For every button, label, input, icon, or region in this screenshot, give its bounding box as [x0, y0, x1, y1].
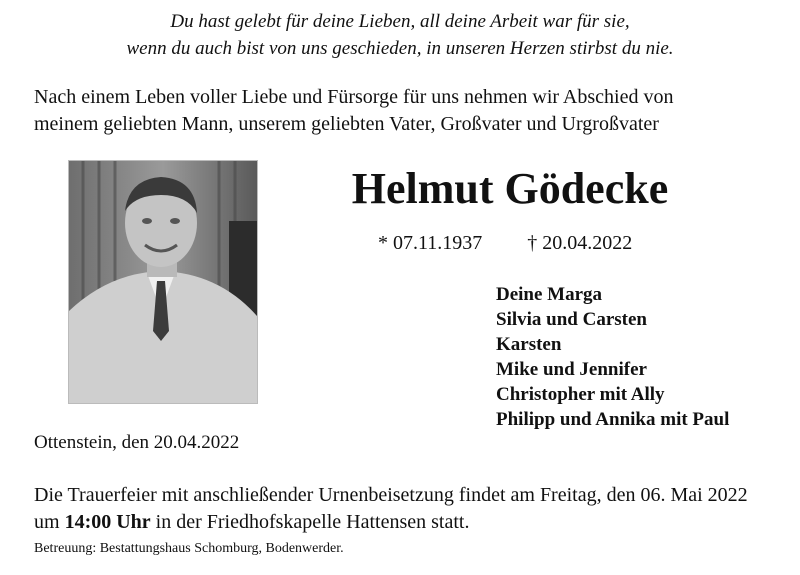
portrait-photo-image — [69, 161, 257, 403]
place-and-date: Ottenstein, den 20.04.2022 — [34, 432, 240, 453]
intro-line: Nach einem Leben voller Liebe und Fürsorge für uns nehmen wir Abschied von — [34, 86, 674, 108]
mourner-entry: Karsten — [496, 334, 562, 355]
ceremony-location: in der Friedhofskapelle Hattensen statt. — [150, 511, 470, 533]
life-dates — [378, 230, 632, 256]
deceased-name: Helmut Gödecke — [351, 164, 669, 213]
ceremony-time: 14:00 Uhr — [64, 511, 151, 533]
birth-date: * 07.11.1937 — [378, 232, 483, 254]
mourner-entry: Mike und Jennifer — [496, 359, 647, 380]
mourner-entry: Christopher mit Ally — [496, 384, 665, 405]
death-date: † 20.04.2022 — [527, 232, 633, 254]
mourner-entry: Silvia und Carsten — [496, 309, 647, 330]
portrait-photo — [68, 160, 258, 404]
poem-line: Du hast gelebt für deine Lieben, all deine Arbeit war für sie, — [170, 11, 630, 32]
intro-line: meinem geliebten Mann, unserem geliebten Vater, Großvater und Urgroßvater — [34, 113, 659, 135]
undertaker-credit: Betreuung: Bestattungshaus Schomburg, Bodenwerder. — [34, 541, 344, 556]
mourner-entry: Philipp und Annika mit Paul — [496, 409, 730, 430]
farewell-intro — [34, 84, 774, 138]
ceremony-text: Die Trauerfeier mit anschließender Urnenbeisetzung findet am Freitag, den 06. Mai 2022 um — [34, 484, 748, 533]
funeral-announcement — [34, 482, 774, 536]
poem-line: wenn du auch bist von uns geschieden, in unseren Herzen stirbst du nie. — [126, 38, 674, 59]
mourner-entry: Deine Marga — [496, 284, 603, 305]
memorial-poem — [0, 8, 800, 62]
mourners-list — [496, 282, 729, 432]
